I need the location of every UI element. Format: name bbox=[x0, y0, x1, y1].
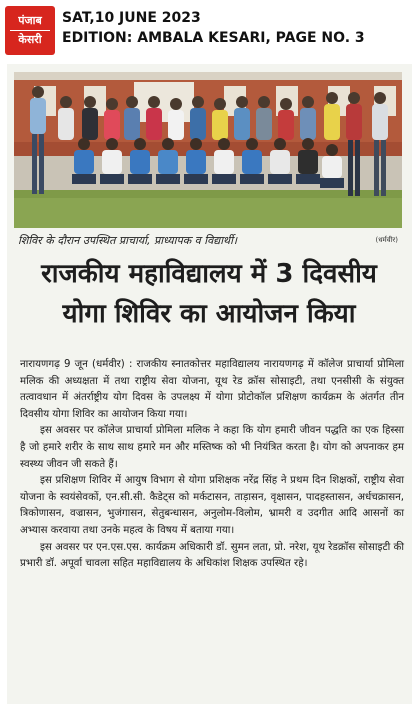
article-paragraph: इस अवसर पर एन.एस.एस. कार्यक्रम अधिकारी डॉ. सुमन लता, प्रो. नरेश, यूथ रेडक्रॉस सोसाइटी की प्रभारी डॉ. अपूर्वा चावला सहित महाविद्यालय के अधिकांश शिक्षक उपस्थित रहे। bbox=[20, 541, 404, 570]
photo-caption-text: शिविर के दौरान उपस्थित प्राचार्या, प्राध्यापक व विद्यार्थी। bbox=[18, 233, 238, 247]
group-photo-image bbox=[14, 72, 402, 228]
article-paragraph: इस प्रशिक्षण शिविर में आयुष विभाग से योगा प्रशिक्षक नरेंद्र सिंह ने प्रथम दिन शिक्षकों, राष्ट्रीय सेवा योजना के स्वयंसेवकों, एन.सी.सी. कैडेट्स को मर्कटासन, ताड़ासन, वृक्षासन, पादहस्तासन, अर्धचक्रासन, त्रिकोणासन, वज्रासन, भुजंगासन, सेतुबन्धासन, अनुलोम-विलोम, भ्रामरी व उदगीत आदि आसनों का अभ्यास करवाया तथा उनके महत्व के विषय में बताया गया। bbox=[20, 475, 404, 536]
headline-line-2: योगा शिविर का आयोजन किया bbox=[62, 299, 356, 329]
newspaper-logo bbox=[5, 6, 55, 55]
article-paragraph: नारायणगढ़ 9 जून (धर्मवीर) : राजकीय स्नातकोत्तर महाविद्यालय नारायणगढ़ में कॉलेज प्राचार्या प्रोमिला मलिक की अध्यक्षता में तथा राष्ट्रीय सेवा योजना, यूथ रेड क्रॉस सोसाइटी, तथा एनसीसी के संयुक्त तत्वावधान में अंतर्राष्ट्रीय योग दिवस के उपलक्ष्य में योगा प्रोटोकॉल प्रशिक्षण कार्यक्रम के अंतर्गत तीन दिवसीय योगा शिविर का आयोजन किया गया। bbox=[20, 359, 404, 420]
group-photo bbox=[14, 72, 402, 228]
article-body bbox=[20, 357, 404, 573]
article-headline bbox=[14, 254, 404, 334]
publication-date: SAT,10 JUNE 2023 bbox=[62, 10, 201, 26]
logo-line-2: केसरी bbox=[18, 33, 42, 46]
edition-line: EDITION: AMBALA KESARI, PAGE NO. 3 bbox=[62, 30, 365, 46]
headline-line-1: राजकीय महाविद्यालय में 3 दिवसीय bbox=[41, 259, 377, 289]
logo-divider bbox=[10, 30, 50, 31]
edition-info bbox=[62, 8, 365, 48]
clipping-header bbox=[0, 0, 419, 62]
logo-line-1: पंजाब bbox=[18, 14, 42, 27]
photo-caption bbox=[18, 231, 398, 249]
photo-credit: (धर्मवीर) bbox=[375, 235, 398, 244]
article-paragraph: इस अवसर पर कॉलेज प्राचार्या प्रोमिला मलिक ने कहा कि योग हमारी जीवन पद्धति का एक हिस्सा है जो हमारे शरीर के साथ साथ हमारे मन और मस्तिष्क को भी नियंत्रित करता है। योग को अपनाकर हम स्वस्थ्य जीवन जी सकते हैं। bbox=[20, 425, 404, 470]
